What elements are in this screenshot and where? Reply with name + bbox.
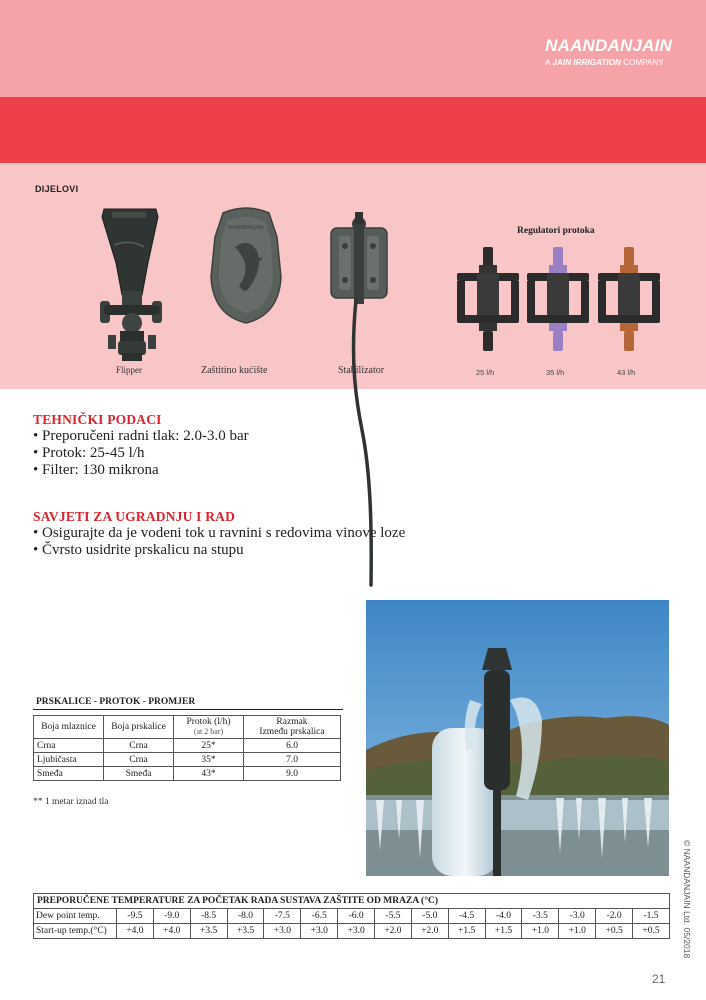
- table-cell: -4.0: [485, 909, 522, 924]
- table-cell: +1.5: [448, 924, 485, 939]
- temperature-table-title: PREPORUČENE TEMPERATURE ZA POČETAK RADA SUSTAVA ZAŠTITE OD MRAZA (°C): [34, 894, 670, 909]
- column-header: Boja prskalice: [104, 716, 174, 739]
- tech-item: • Filter: 130 mikrona: [33, 462, 159, 478]
- table-footnote: ** 1 metar iznad tla: [33, 797, 109, 807]
- row-label: Dew point temp.: [34, 909, 117, 924]
- tips-list: [33, 525, 405, 559]
- table-cell: -5.5: [375, 909, 412, 924]
- stabilizer-part-icon: [325, 210, 393, 310]
- table-cell: Crna: [104, 753, 174, 767]
- flipper-part-icon: [92, 205, 170, 363]
- brand-tagline: [545, 58, 672, 67]
- table-cell: +0.5: [596, 924, 633, 939]
- table-cell: 7.0: [244, 753, 341, 767]
- table-row: [34, 909, 670, 924]
- column-header: [174, 716, 244, 739]
- brand-name: NAANDANJAIN: [545, 36, 672, 55]
- table-cell: -8.0: [227, 909, 264, 924]
- sprinkler-table-section: [33, 695, 343, 781]
- flipper-caption: Flipper: [116, 365, 142, 375]
- table-cell: -8.5: [190, 909, 227, 924]
- row-label: Start-up temp.(°C): [34, 924, 117, 939]
- table-cell: -1.5: [633, 909, 670, 924]
- regulator-25-icon: [453, 245, 523, 353]
- copyright-text: © NAANDANJAIN Ltd. 05/2018: [682, 840, 692, 959]
- tech-section: [33, 412, 249, 479]
- column-header-sub: (at 2 bar): [193, 727, 224, 736]
- table-cell: -9.0: [153, 909, 190, 924]
- tech-item: • Protok: 25-45 l/h: [33, 445, 145, 461]
- regulator-25-caption: 25 l/h: [476, 368, 495, 377]
- table-cell: +3.0: [338, 924, 375, 939]
- tips-item: • Osigurajte da je vodeni tok u ravnini s redovima vinove loze: [33, 525, 406, 541]
- column-header-main: Razmak: [276, 717, 308, 727]
- tech-item: • Preporučeni radni tlak: 2.0-3.0 bar: [33, 428, 249, 444]
- regulator-35-caption: 35 l/h: [546, 368, 565, 377]
- table-cell: -6.0: [338, 909, 375, 924]
- table-cell: +1.0: [522, 924, 559, 939]
- table-cell: 35*: [174, 753, 244, 767]
- table-title-row: [34, 894, 670, 909]
- column-header: [244, 716, 341, 739]
- table-cell: +2.0: [411, 924, 448, 939]
- table-row: [34, 739, 341, 753]
- temperature-table: [33, 893, 670, 939]
- table-cell: Smeđa: [34, 767, 104, 781]
- tech-list: [33, 428, 249, 479]
- table-cell: -6.5: [301, 909, 338, 924]
- tips-section: [33, 509, 405, 559]
- table-cell: -9.5: [117, 909, 154, 924]
- table-cell: +4.0: [153, 924, 190, 939]
- copyright-vertical: [680, 840, 692, 990]
- table-cell: +3.0: [301, 924, 338, 939]
- table-cell: Crna: [34, 739, 104, 753]
- table-header-row: [34, 716, 341, 739]
- table-cell: +4.0: [117, 924, 154, 939]
- table-cell: Ljubičasta: [34, 753, 104, 767]
- table-cell: 25*: [174, 739, 244, 753]
- column-header: Boja mlaznice: [34, 716, 104, 739]
- temperature-table-section: [33, 893, 670, 939]
- brand-logo: [545, 36, 672, 67]
- tagline-suffix: COMPANY: [620, 58, 664, 67]
- regulator-43-caption: 43 l/h: [617, 368, 636, 377]
- table-cell: +3.5: [227, 924, 264, 939]
- table-cell: -7.5: [264, 909, 301, 924]
- column-header-main: Protok (l/h): [186, 717, 231, 727]
- table-cell: +3.5: [190, 924, 227, 939]
- tips-item: • Čvrsto usidrite prskalicu na stupu: [33, 542, 244, 558]
- table-cell: Smeđa: [104, 767, 174, 781]
- table-row: [34, 924, 670, 939]
- title-band: [0, 97, 706, 163]
- regulators-title: Regulatori protoka: [517, 226, 595, 236]
- table-cell: 9.0: [244, 767, 341, 781]
- frost-protection-photo: [366, 600, 669, 876]
- tagline-prefix: A: [545, 58, 553, 67]
- stabilizer-caption: Stabilizator: [338, 365, 385, 376]
- page-number: 21: [652, 972, 666, 986]
- table-cell: -3.5: [522, 909, 559, 924]
- protective-housing-part-icon: [205, 207, 287, 327]
- table-row: [34, 753, 341, 767]
- svg-text:NAANDANJAIN: NAANDANJAIN: [228, 225, 264, 231]
- table-cell: +1.5: [485, 924, 522, 939]
- table-cell: +0.5: [633, 924, 670, 939]
- table-row: [34, 767, 341, 781]
- table-cell: Crna: [104, 739, 174, 753]
- table-cell: -5.0: [411, 909, 448, 924]
- regulator-35-icon: [523, 245, 593, 353]
- sprinkler-table-title: PRSKALICE - PROTOK - PROMJER: [33, 695, 343, 710]
- tips-heading: SAVJETI ZA UGRADNJU I RAD: [33, 509, 236, 524]
- sprinkler-table: [33, 715, 341, 781]
- tech-heading: TEHNIČKI PODACI: [33, 412, 162, 427]
- table-cell: +2.0: [375, 924, 412, 939]
- table-cell: 6.0: [244, 739, 341, 753]
- table-cell: -3.0: [559, 909, 596, 924]
- regulator-43-icon: [594, 245, 664, 353]
- table-cell: +1.0: [559, 924, 596, 939]
- tagline-bold: JAIN IRRIGATION: [552, 58, 621, 67]
- table-cell: +3.0: [264, 924, 301, 939]
- protective-housing-caption: Zaštitino kućište: [201, 365, 268, 376]
- column-header-line2: Između prskalica: [259, 727, 325, 737]
- parts-section-label: DIJELOVI: [35, 184, 79, 194]
- table-cell: 43*: [174, 767, 244, 781]
- table-cell: -2.0: [596, 909, 633, 924]
- table-cell: -4.5: [448, 909, 485, 924]
